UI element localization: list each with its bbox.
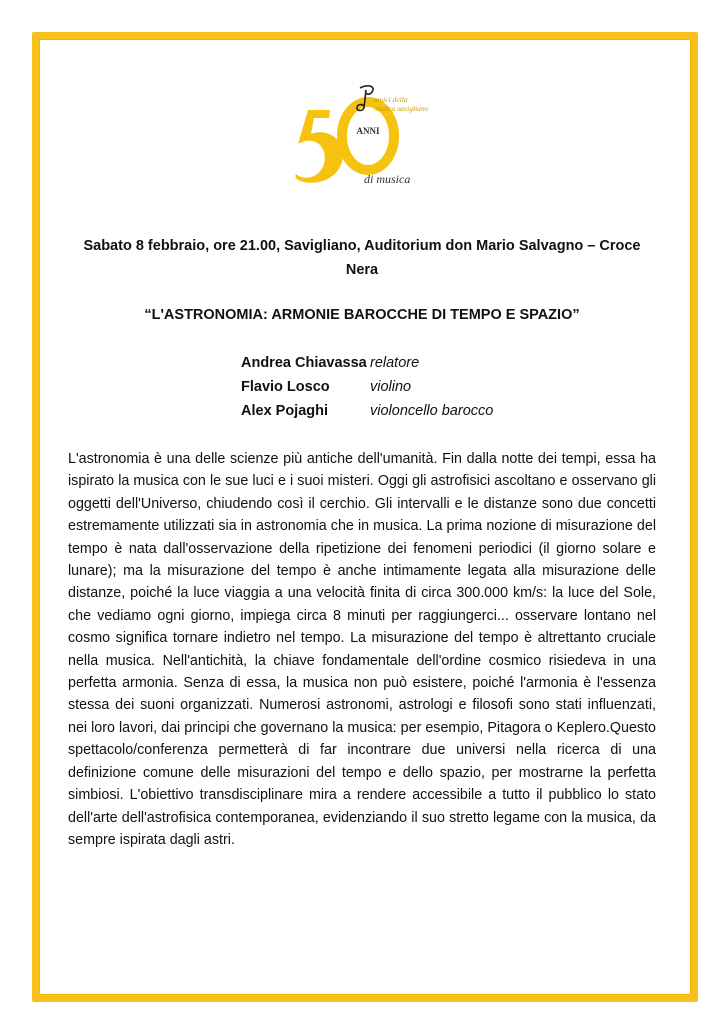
event-title: “L'ASTRONOMIA: ARMONIE BAROCCHE DI TEMPO E SPAZIO” [144, 307, 580, 323]
logo-line2: musica savigliano [374, 104, 429, 113]
event-date-location: Sabato 8 febbraio, ore 21.00, Savigliano, Auditorium don Mario Salvagno – Croce Nera [83, 238, 641, 278]
credit-role: violino [370, 379, 412, 395]
credit-name: Andrea Chiavassa [241, 355, 367, 371]
event-description: L'astronomia è una delle scienze più antiche dell'umanità. Fin dalla notte dei tempi, essa ha ispirato la musica con le sue luci e i suoi misteri. Oggi gli astrofisici ascoltano e osservano gli oggetti dell'Universo, chiudendo così il cerchio. Gli intervalli e le distanze sono due concetti estremamente utilizzati sia in astronomia che in musica. La prima nozione di misurazione del tempo è nata dall'osservazione della ripetizione dei fenomeni periodici (il giorno solare e lunare); ma la misurazione del tempo è anche intimamente legata alla misurazione delle distanze, poiché la luce viaggia a una velocità finita di circa 300.000 km/s: la luce del Sole, che vediamo ogni giorno, impiega circa 8 minuti per raggiungerci... osservare lontano nel cosmo significa tornare indietro nel tempo. La misurazione del tempo è altrettanto cruciale nella musica. Nell'antichità, la chiave fondamentale dell'ordine cosmico risiedeva in una perfetta armonia. Senza di essa, la musica non può esistere, poiché l'armonia è l'essenza stessa dei suoni organizzati. Numerosi astronomi, astrologi e filosofi sono stati influenzati, nei loro lavori, dai principi che governano la musica: per esempio, Pitagora o Keplero.Questo spettacolo/conferenza permetterà di far incontrare due universi nella ricerca di una definizione comune delle misurazioni del tempo e dello spazio, per mostrarne la perfetta simbiosi. L'obiettivo transdisciplinare mira a rendere accessibile a tutto il pubblico lo stato dell'arte dell'astrofisica contemporanea, evidenziando il suo stretto legame con la musica, da sempre ispirata dagli astri. [68, 451, 656, 848]
credit-row [241, 375, 493, 399]
logo-tagline: di musica [364, 172, 411, 186]
logo-five-shape [295, 110, 343, 183]
credit-role: relatore [370, 355, 420, 371]
logo-line1: amici della [374, 95, 408, 104]
credit-name: Flavio Losco [241, 379, 330, 395]
credit-name: Alex Pojaghi [241, 403, 329, 419]
anniversary-logo [286, 82, 446, 190]
credits-list [241, 351, 493, 423]
logo-anni-text: ANNI [356, 126, 380, 136]
credit-row [241, 351, 493, 375]
credit-row [241, 399, 493, 423]
credit-role: violoncello barocco [370, 403, 494, 419]
